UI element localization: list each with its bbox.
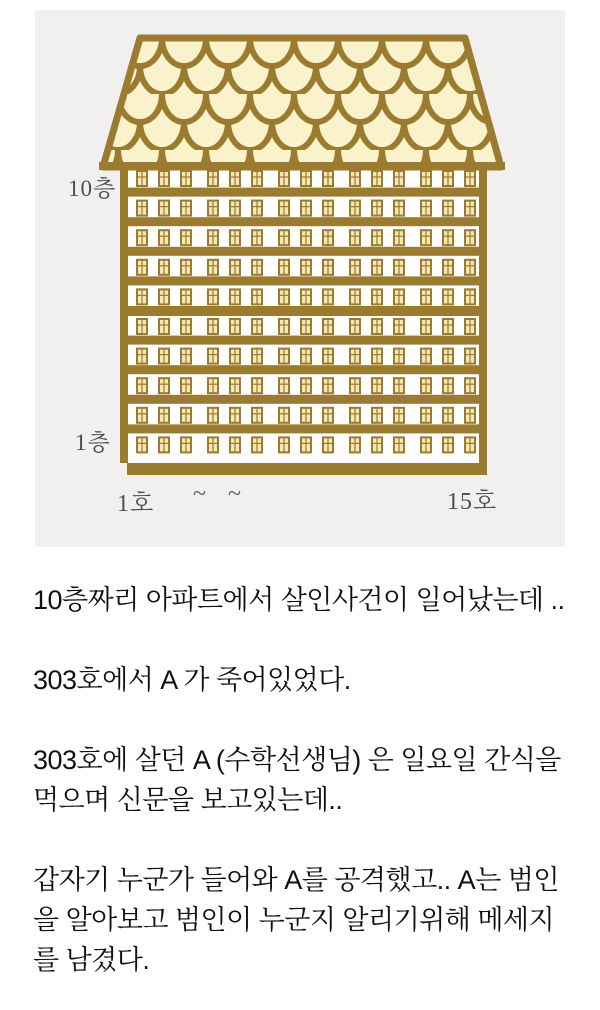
building-base (127, 463, 487, 475)
story-paragraph-3: 303호에 살던 A (수학선생님) 은 일요일 간식을 먹으며 신문을 보고있는데.. (33, 745, 561, 815)
label-top-floor: 10층 (68, 176, 117, 201)
story-paragraph-1: 10층짜리 아파트에서 살인사건이 일어났는데 .. (33, 585, 565, 615)
roof-eave (99, 162, 505, 170)
floor-separators (120, 188, 487, 434)
apartment-building-illustration (35, 10, 565, 547)
label-last-unit: 15호 (447, 489, 498, 515)
story-paragraph-2: 303호에서 A 가 죽어있었다. (33, 665, 351, 695)
label-bottom-floor: 1층 (75, 430, 111, 455)
label-units-ellipsis: ~ ~ (193, 481, 249, 507)
story-text (0, 580, 600, 1010)
story-paragraph-4: 갑자기 누군가 들어와 A를 공격했고.. A는 범인을 알아보고 범인이 누군지 알리기위해 메세지를 남겼다. (33, 865, 559, 975)
apartment-illustration-panel (35, 10, 565, 547)
roof (103, 38, 501, 167)
label-first-unit: 1호 (117, 491, 155, 517)
